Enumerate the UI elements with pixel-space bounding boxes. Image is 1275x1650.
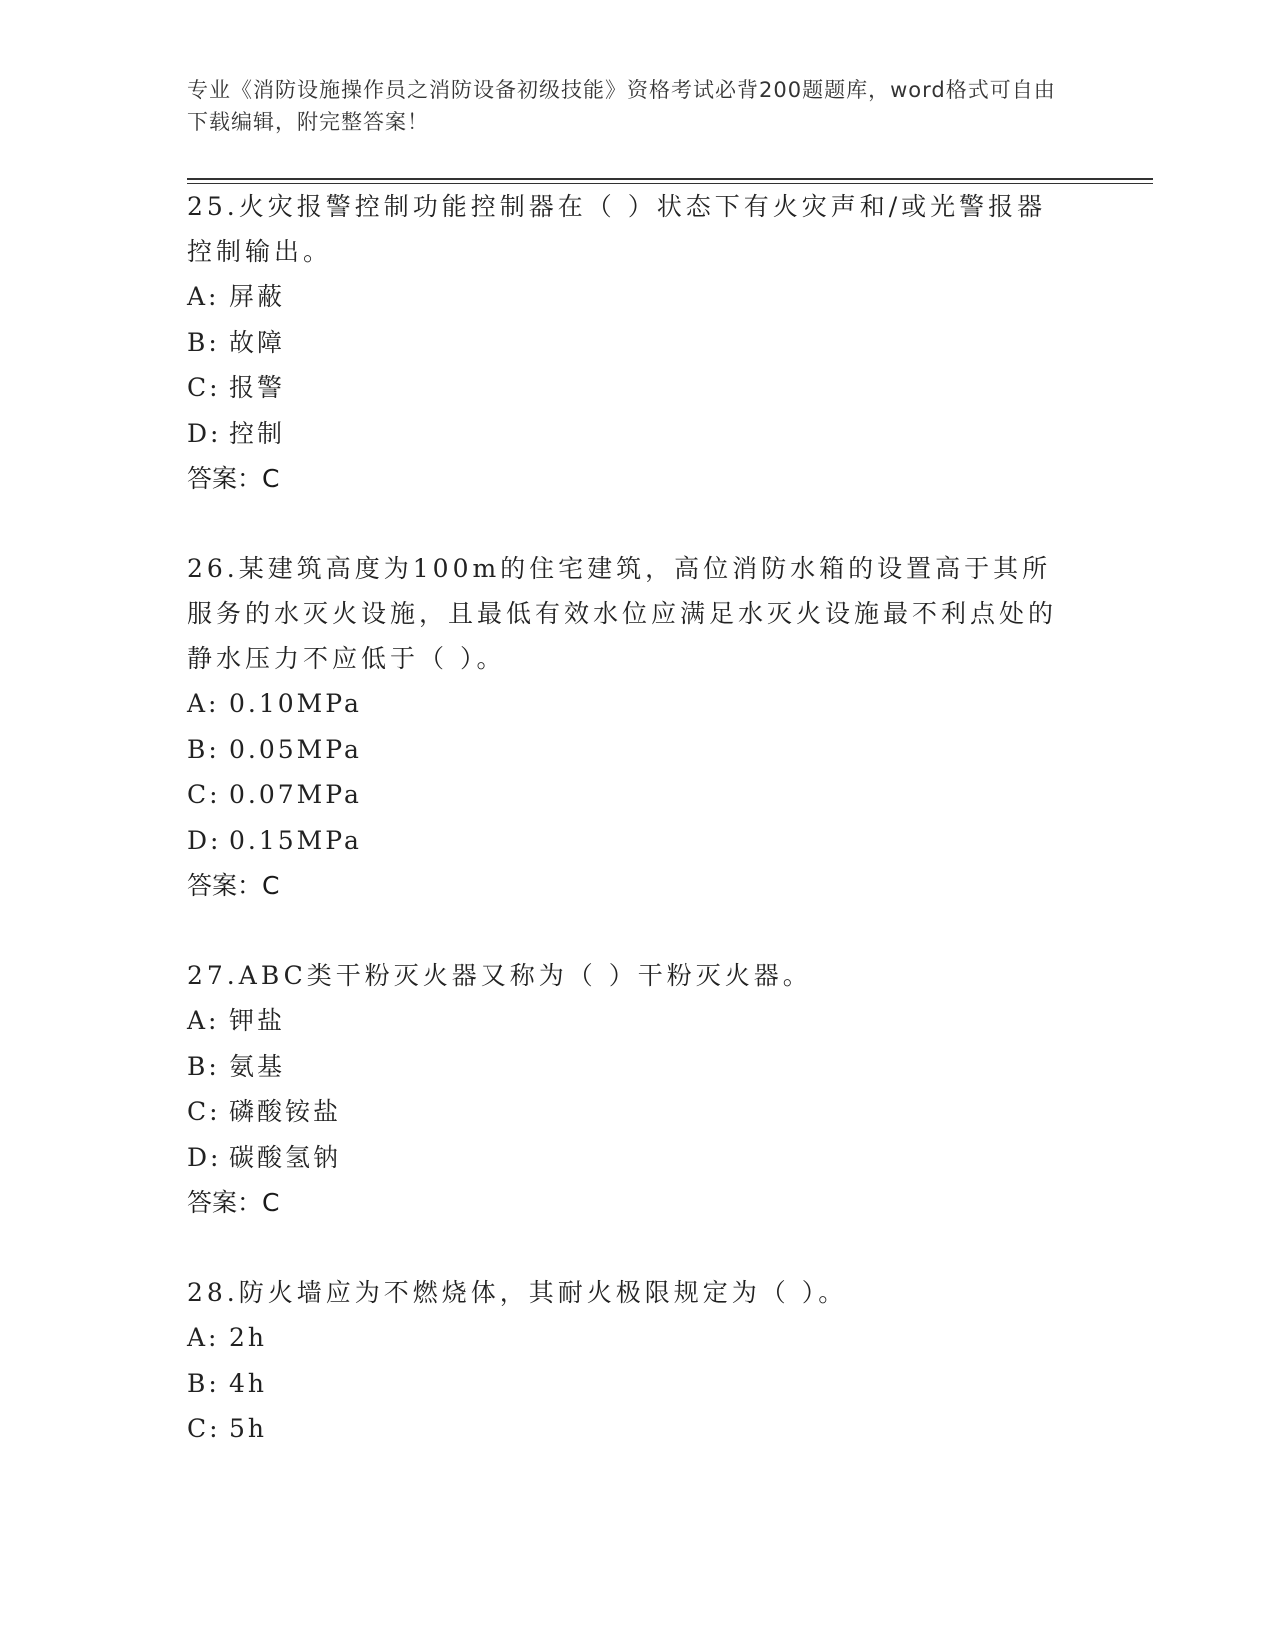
- option-key: A:: [187, 282, 220, 311]
- option-key: A:: [187, 689, 220, 718]
- option-key: B:: [187, 1368, 220, 1398]
- question-stem: 28.防火墙应为不燃烧体，其耐火极限规定为（ ）。: [187, 1278, 848, 1307]
- option-c: [187, 1406, 1067, 1452]
- option-d: [187, 818, 1067, 864]
- option-text: 屏蔽: [229, 282, 286, 311]
- option-text: 0.10MPa: [229, 689, 362, 718]
- question-stem: 25.火灾报警控制功能控制器在（ ）状态下有火灾声和/或光警报器控制输出。: [187, 192, 1047, 266]
- option-text: 2h: [229, 1323, 268, 1352]
- option-a: [187, 681, 1067, 727]
- question-28: [187, 1270, 1067, 1452]
- option-key: C:: [187, 1097, 221, 1126]
- answer: 答案：C: [187, 464, 280, 493]
- option-text: 磷酸铵盐: [229, 1097, 342, 1126]
- option-b: [187, 727, 1067, 773]
- option-key: B:: [187, 327, 220, 357]
- header-divider-thick: [187, 178, 1153, 180]
- option-text: 碳酸氢钠: [229, 1142, 342, 1172]
- option-key: D:: [187, 825, 222, 855]
- option-key: B:: [187, 734, 220, 764]
- question-25: [187, 184, 1067, 501]
- option-text: 故障: [229, 327, 286, 357]
- question-stem: 27.ABC类干粉灭火器又称为（ ）干粉灭火器。: [187, 961, 812, 990]
- question-stem: 26.某建筑高度为100m的住宅建筑，高位消防水箱的设置高于其所服务的水灭火设施，且最低有效水位应满足水灭火设施最不利点处的静水压力不应低于（ ）。: [187, 554, 1058, 673]
- option-text: 氨基: [229, 1051, 286, 1081]
- answer: 答案：C: [187, 1188, 280, 1217]
- option-a: [187, 1315, 1067, 1361]
- option-d: [187, 411, 1067, 457]
- document-header: 专业《消防设施操作员之消防设备初级技能》资格考试必背200题题库，word格式可自由下载编辑，附完整答案！: [187, 78, 1056, 134]
- question-26: [187, 546, 1067, 908]
- option-key: D:: [187, 418, 222, 448]
- question-27: [187, 953, 1067, 1225]
- option-text: 4h: [229, 1368, 268, 1398]
- option-key: C:: [187, 373, 221, 402]
- option-c: [187, 1089, 1067, 1135]
- option-text: 报警: [229, 373, 286, 402]
- option-b: [187, 320, 1067, 366]
- option-text: 0.15MPa: [229, 825, 362, 855]
- option-d: [187, 1135, 1067, 1181]
- option-text: 0.07MPa: [229, 780, 362, 809]
- option-b: [187, 1044, 1067, 1090]
- option-text: 钾盐: [229, 1006, 286, 1035]
- option-key: C:: [187, 780, 221, 809]
- option-key: A:: [187, 1006, 220, 1035]
- option-key: B:: [187, 1051, 220, 1081]
- option-text: 控制: [229, 418, 286, 448]
- option-key: C:: [187, 1414, 221, 1443]
- option-c: [187, 365, 1067, 411]
- option-key: A:: [187, 1323, 220, 1352]
- option-key: D:: [187, 1142, 222, 1172]
- answer: 答案：C: [187, 871, 280, 900]
- option-text: 0.05MPa: [229, 734, 362, 764]
- option-b: [187, 1361, 1067, 1407]
- option-a: [187, 274, 1067, 320]
- option-text: 5h: [229, 1414, 268, 1443]
- option-c: [187, 772, 1067, 818]
- option-a: [187, 998, 1067, 1044]
